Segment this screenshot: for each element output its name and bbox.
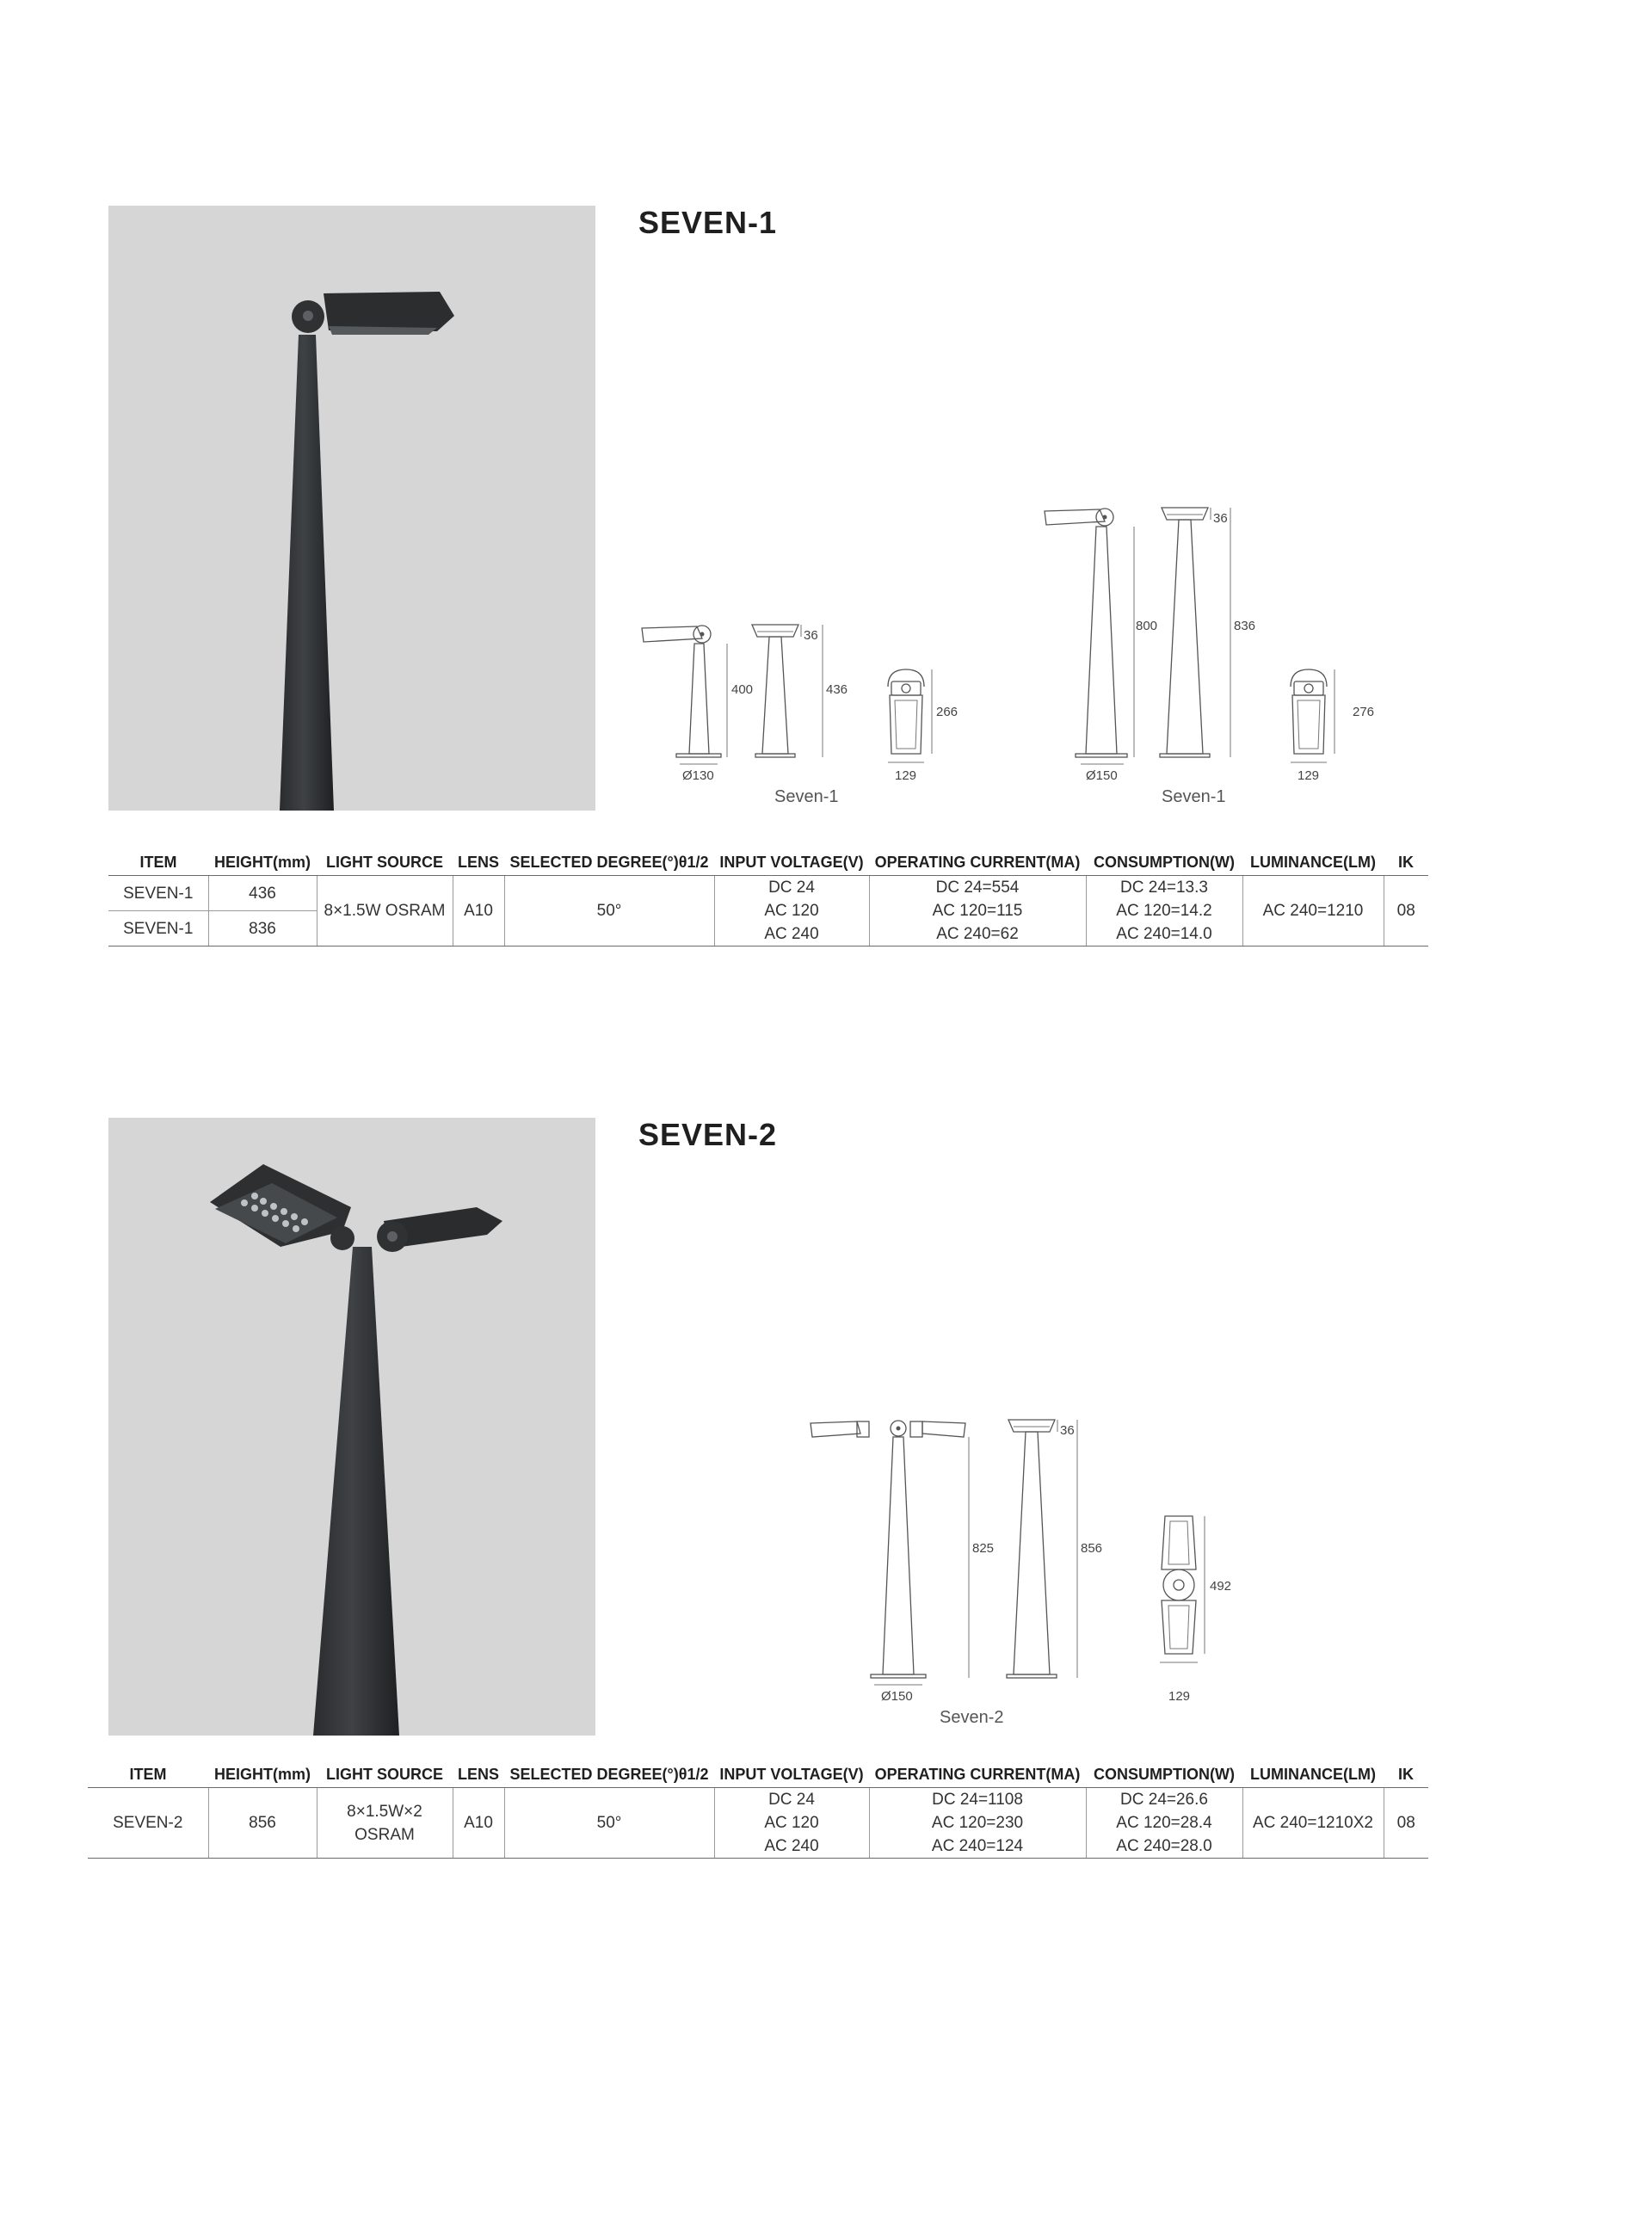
product-title: SEVEN-2 [638,1117,778,1152]
dim-height-b: 836 [1234,619,1256,633]
voltage-cell: DC 24 AC 120 AC 240 [714,876,869,947]
drawing-side [1007,1420,1102,1678]
drawing-caption: Seven-2 [940,1708,1004,1727]
col-header: ITEM [108,852,208,876]
lens-cell: A10 [453,1788,504,1859]
col-header: INPUT VOLTAGE(V) [714,1764,869,1788]
col-header: LIGHT SOURCE [317,852,453,876]
col-header: IK [1384,852,1428,876]
col-header: CONSUMPTION(W) [1086,1764,1242,1788]
col-header: LUMINANCE(LM) [1242,852,1384,876]
col-header: LENS [453,1764,504,1788]
dim-width: 129 [1168,1689,1191,1704]
dim-side-height: 276 [1353,705,1375,719]
height-cell: 856 [208,1788,317,1859]
dim-head: 36 [1213,511,1228,526]
technical-drawings-seven-1 [628,499,1420,809]
ik-cell: 08 [1384,876,1428,947]
current-cell: DC 24=1108 AC 120=230 AC 240=124 [869,1788,1086,1859]
item-cell: SEVEN-2 [88,1788,208,1859]
item-cell: SEVEN-1 [108,876,208,911]
item-cell: SEVEN-1 [108,911,208,947]
col-header: OPERATING CURRENT(MA) [869,852,1086,876]
degree-cell: 50° [504,876,714,947]
drawing-large-front [1045,509,1157,783]
dim-height-b: 436 [826,682,848,697]
drawing-caption: Seven-1 [774,787,839,806]
drawing-small-front [642,626,753,783]
product-title: SEVEN-1 [638,205,778,240]
spec-table-seven-1 [108,852,1428,947]
voltage-cell: DC 24 AC 120 AC 240 [714,1788,869,1859]
drawing-small-top [888,669,958,783]
col-header: CONSUMPTION(W) [1086,852,1242,876]
ik-cell: 08 [1384,1788,1428,1859]
light-source-cell: 8×1.5W×2 OSRAM [317,1788,453,1859]
current-cell: DC 24=554 AC 120=115 AC 240=62 [869,876,1086,947]
product-photo-seven-1 [108,206,595,811]
table-row [108,876,1428,911]
consumption-cell: DC 24=13.3 AC 120=14.2 AC 240=14.0 [1086,876,1242,947]
col-header: IK [1384,1764,1428,1788]
dim-height-a: 825 [972,1541,995,1556]
lens-cell: A10 [453,876,504,947]
height-cell: 836 [208,911,317,947]
dim-height-a: 800 [1136,619,1158,633]
dim-head: 36 [1060,1423,1075,1438]
dim-base: Ø130 [682,768,714,783]
table-header-row [88,1764,1428,1788]
drawing-large-top [1291,669,1374,783]
dim-width: 129 [1298,768,1320,783]
col-header: INPUT VOLTAGE(V) [714,852,869,876]
drawing-caption: Seven-1 [1162,787,1226,806]
col-header: HEIGHT(mm) [208,1764,317,1788]
table-row [88,1788,1428,1859]
col-header: LENS [453,852,504,876]
drawing-small-side [752,625,848,757]
dim-side-height: 266 [936,705,959,719]
dim-height-a: 400 [731,682,754,697]
drawing-top [1160,1516,1231,1704]
dim-width: 129 [895,768,917,783]
luminance-cell: AC 240=1210X2 [1242,1788,1384,1859]
dim-base: Ø150 [881,1689,913,1704]
col-header: LUMINANCE(LM) [1242,1764,1384,1788]
col-header: SELECTED DEGREE(°)θ1/2 [504,1764,714,1788]
degree-cell: 50° [504,1788,714,1859]
dim-base: Ø150 [1086,768,1118,783]
technical-drawings-seven-2 [800,1411,1282,1738]
dim-side-height: 492 [1210,1579,1232,1594]
spec-table-seven-2 [88,1764,1428,1859]
height-cell: 436 [208,876,317,911]
col-header: ITEM [88,1764,208,1788]
luminance-cell: AC 240=1210 [1242,876,1384,947]
drawing-front [811,1421,994,1704]
consumption-cell: DC 24=26.6 AC 120=28.4 AC 240=28.0 [1086,1788,1242,1859]
col-header: LIGHT SOURCE [317,1764,453,1788]
col-header: HEIGHT(mm) [208,852,317,876]
col-header: OPERATING CURRENT(MA) [869,1764,1086,1788]
table-header-row [108,852,1428,876]
light-source-cell: 8×1.5W OSRAM [317,876,453,947]
dim-height-b: 856 [1081,1541,1103,1556]
dim-head: 36 [804,628,818,643]
col-header: SELECTED DEGREE(°)θ1/2 [504,852,714,876]
product-photo-seven-2 [108,1118,595,1736]
drawing-large-side [1160,508,1255,757]
